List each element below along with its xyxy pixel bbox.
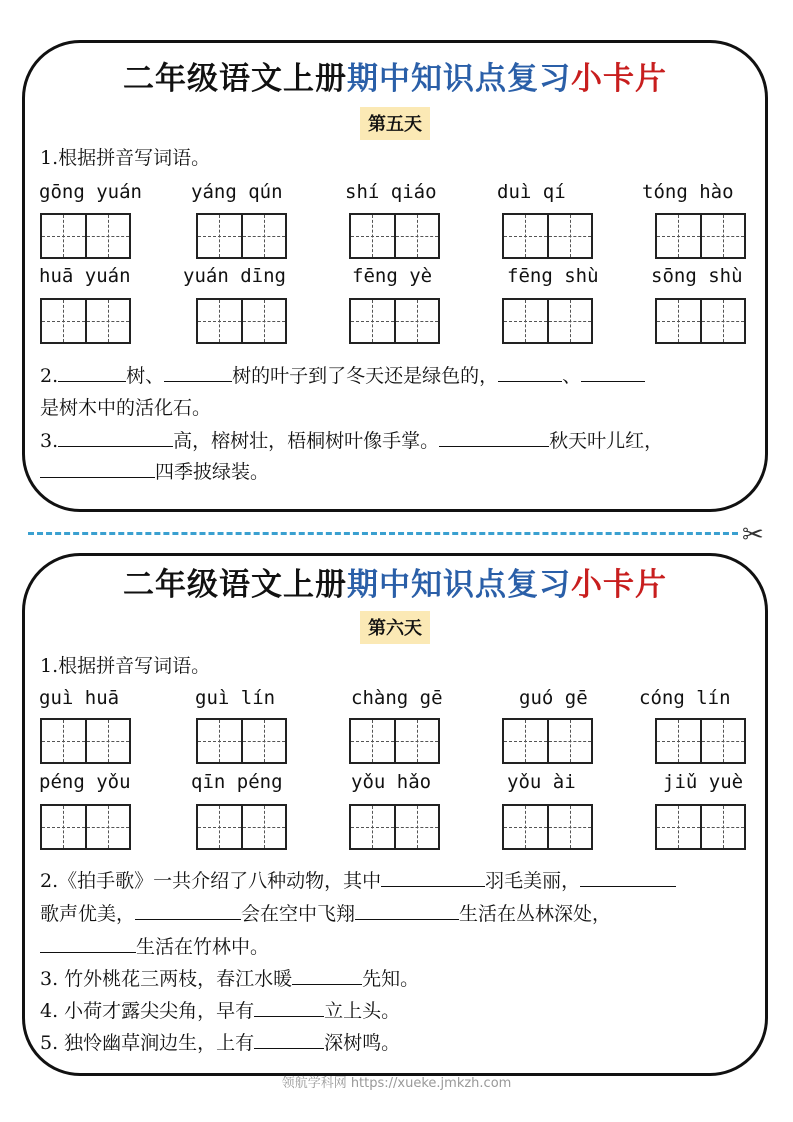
pinyin-label: guì huā — [39, 687, 120, 709]
writing-box[interactable] — [502, 298, 593, 344]
pinyin-label: fēng shù — [507, 265, 599, 287]
fill-blank[interactable] — [439, 428, 549, 447]
pinyin-label: huā yuán — [39, 265, 131, 287]
question-2-cont: 生活在竹林中。 — [40, 932, 269, 959]
writing-box[interactable] — [655, 213, 746, 259]
pinyin-label: tóng hào — [642, 181, 734, 203]
fill-blank[interactable] — [581, 363, 645, 382]
question-3: 3. 竹外桃花三两枝，春江水暖 先知。 — [40, 968, 420, 990]
day-badge: 第六天 — [360, 611, 430, 644]
review-card-day5 — [22, 40, 768, 512]
pinyin-label: yǒu ài — [507, 771, 576, 793]
pinyin-label: yuán dīng — [183, 265, 286, 287]
fill-blank[interactable] — [580, 868, 676, 887]
fill-blank[interactable] — [40, 934, 136, 953]
cut-line — [28, 532, 738, 535]
pinyin-row — [25, 181, 765, 211]
writing-box[interactable] — [655, 298, 746, 344]
writing-box[interactable] — [502, 718, 593, 764]
writing-box[interactable] — [349, 298, 440, 344]
writing-box[interactable] — [349, 804, 440, 850]
fill-blank[interactable] — [498, 363, 562, 382]
fill-blank[interactable] — [40, 459, 155, 478]
writing-grid-row — [25, 804, 765, 854]
card-title: 二年级语文上册期中知识点复习小卡片 — [123, 61, 667, 97]
pinyin-label: fēng yè — [352, 265, 433, 287]
pinyin-label: sōng shù — [651, 265, 743, 287]
question-1-heading: 1.根据拼音写词语。 — [40, 655, 211, 677]
fill-blank[interactable] — [254, 998, 324, 1017]
question-5: 5. 独怜幽草涧边生，上有 深树鸣。 — [40, 1032, 401, 1054]
writing-box[interactable] — [196, 804, 287, 850]
fill-blank[interactable] — [381, 868, 485, 887]
fill-blank[interactable] — [355, 901, 459, 920]
writing-box[interactable] — [349, 718, 440, 764]
fill-blank[interactable] — [58, 363, 126, 382]
question-2-cont: 歌声优美， 会在空中飞翔 生活在丛林深处， — [40, 903, 612, 925]
pinyin-label: jiǔ yuè — [663, 771, 744, 793]
fill-blank[interactable] — [164, 363, 232, 382]
fill-blank[interactable] — [135, 901, 241, 920]
writing-box[interactable] — [196, 298, 287, 344]
fill-blank[interactable] — [58, 428, 173, 447]
writing-box[interactable] — [40, 213, 131, 259]
writing-grid-row — [25, 213, 765, 263]
writing-box[interactable] — [40, 804, 131, 850]
writing-box[interactable] — [196, 718, 287, 764]
writing-box[interactable] — [349, 213, 440, 259]
pinyin-label: péng yǒu — [39, 771, 131, 793]
writing-grid-row — [25, 298, 765, 348]
question-2: 2.《拍手歌》一共介绍了八种动物，其中 羽毛美丽， — [40, 866, 676, 893]
fill-blank[interactable] — [254, 1030, 324, 1049]
writing-box[interactable] — [40, 298, 131, 344]
pinyin-label: yǒu hǎo — [351, 771, 432, 793]
question-3-cont: 四季披绿装。 — [40, 457, 269, 484]
writing-box[interactable] — [502, 213, 593, 259]
pinyin-label: yáng qún — [191, 181, 283, 203]
writing-box[interactable] — [655, 718, 746, 764]
review-card-day6 — [22, 553, 768, 1076]
pinyin-label: qīn péng — [191, 771, 283, 793]
footer-watermark: 领航学科网 https://xueke.jmkzh.com — [281, 1076, 512, 1091]
pinyin-label: shí qiáo — [345, 181, 437, 203]
writing-box[interactable] — [502, 804, 593, 850]
pinyin-label: chàng gē — [351, 687, 443, 709]
writing-grid-row — [25, 718, 765, 768]
writing-box[interactable] — [40, 718, 131, 764]
writing-box[interactable] — [655, 804, 746, 850]
day-badge: 第五天 — [360, 107, 430, 140]
pinyin-label: guó gē — [519, 687, 588, 709]
pinyin-label: gōng yuán — [39, 181, 142, 203]
pinyin-row — [25, 687, 765, 717]
pinyin-label: guì lín — [195, 687, 276, 709]
pinyin-label: cóng lín — [639, 687, 731, 709]
pinyin-row — [25, 771, 765, 801]
question-2-cont: 是树木中的活化石。 — [40, 397, 212, 419]
question-1-heading: 1.根据拼音写词语。 — [40, 147, 211, 169]
question-2: 2. 树、 树的叶子到了冬天还是绿色的， 、 — [40, 361, 645, 388]
fill-blank[interactable] — [292, 966, 362, 985]
pinyin-label: duì qí — [497, 181, 566, 203]
writing-box[interactable] — [196, 213, 287, 259]
pinyin-row — [25, 265, 765, 295]
question-3: 3. 高，榕树壮，梧桐树叶像手掌。 秋天叶儿红， — [40, 430, 664, 452]
card-title: 二年级语文上册期中知识点复习小卡片 — [123, 567, 667, 603]
question-4: 4. 小荷才露尖尖角，早有 立上头。 — [40, 1000, 401, 1022]
scissors-icon: ✂ — [742, 520, 764, 550]
